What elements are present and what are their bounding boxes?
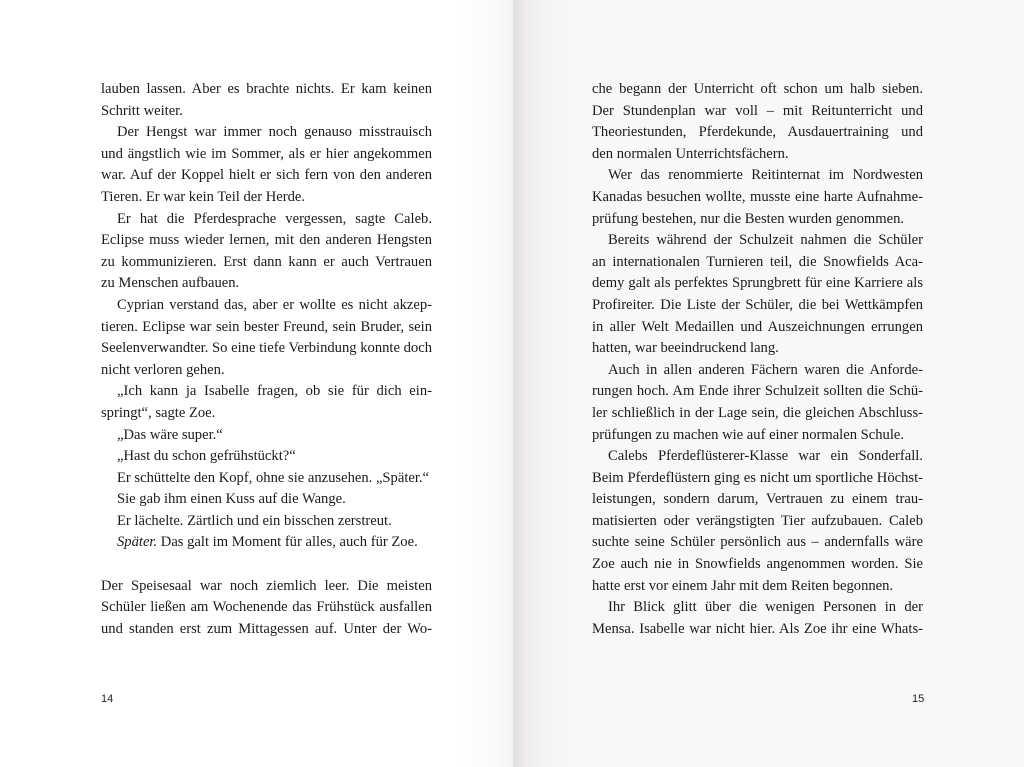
left-page-number: 14 bbox=[101, 693, 114, 705]
text-line: Tieren. Er war kein Teil der Herde. bbox=[101, 188, 306, 205]
text-line: che begann der Unterricht oft schon um halb sieben. bbox=[592, 81, 923, 97]
text-line: Der Speisesaal war noch ziemlich leer. Die meisten bbox=[101, 577, 432, 594]
text-line: Der Stundenplan war voll – mit Reitunterricht und bbox=[592, 102, 923, 119]
text-line: Seelenverwandter. So eine tiefe Verbindung konnte doch bbox=[101, 340, 432, 357]
text-line: nicht verloren gehen. bbox=[101, 361, 225, 378]
text-line: Schritt weiter. bbox=[101, 102, 183, 119]
text-line: Wer das renommierte Reitinternat im Nordwesten bbox=[608, 167, 923, 184]
text-line: ler schließlich in der Lage sein, die gleichen Abschluss- bbox=[592, 404, 923, 421]
text-line: war. Auf der Koppel hielt er sich fern von den anderen bbox=[101, 167, 432, 184]
text-line: „Das wäre super.“ bbox=[117, 426, 223, 443]
text-line: Er hat die Pferdesprache vergessen, sagte Caleb. bbox=[117, 210, 432, 227]
text-line: und ängstlich wie im Sommer, als er hier angekommen bbox=[101, 145, 432, 162]
text-line: prüfung bestehen, nur die Besten wurden genommen. bbox=[592, 210, 905, 227]
text-line: springt“, sagte Zoe. bbox=[101, 404, 216, 421]
text-line: hatte erst vor einem Jahr mit dem Reiten begonnen. bbox=[592, 577, 894, 594]
line-text: Das galt im Moment für alles, auch für Zoe. bbox=[157, 534, 418, 551]
text-line: zu kommunizieren. Erst dann kann er auch Vertrauen bbox=[101, 253, 432, 270]
text-line: „Ich kann ja Isabelle fragen, ob sie für dich ein- bbox=[117, 383, 432, 400]
text-line bbox=[101, 554, 432, 576]
text-line: Theoriestunden, Pferdekunde, Ausdauertraining und bbox=[592, 124, 923, 141]
text-line: „Hast du schon gefrühstückt?“ bbox=[117, 448, 296, 465]
text-line: Beim Pferdeflüstern ging es nicht um sportliche Höchst- bbox=[592, 469, 923, 486]
text-line: Calebs Pferdeflüsterer-Klasse war ein Sonderfall. bbox=[608, 448, 923, 465]
text-line: tieren. Eclipse war sein bester Freund, sein Bruder, sein bbox=[101, 318, 432, 335]
text-line: Kanadas besuchen wollte, musste eine harte Aufnahme- bbox=[592, 188, 923, 205]
text-line: und standen erst zum Mittagessen auf. Unter der Wo- bbox=[101, 620, 432, 637]
text-line: zu Menschen aufbauen. bbox=[101, 275, 240, 292]
text-line: Auch in allen anderen Fächern waren die Anforde- bbox=[608, 361, 923, 378]
italic-word: Später. bbox=[117, 534, 158, 551]
text-line: Cyprian verstand das, aber er wollte es nicht akzep- bbox=[117, 296, 432, 313]
text-line: Eclipse muss wieder lernen, mit den anderen Hengsten bbox=[101, 232, 432, 249]
text-line: Sie gab ihm einen Kuss auf die Wange. bbox=[117, 491, 346, 508]
text-line: Ihr Blick glitt über die wenigen Personen in der bbox=[608, 599, 923, 616]
right-page bbox=[513, 0, 1024, 767]
text-line: Mensa. Isabelle war nicht hier. Als Zoe ihr eine Whats- bbox=[592, 620, 923, 637]
text-line: prüfungen zu machen wie auf einer normalen Schule. bbox=[592, 426, 905, 443]
text-line: Schüler ließen am Wochenende das Frühstück ausfallen bbox=[101, 599, 432, 616]
text-line: Zoe auch nie in Snowfields angenommen worden. Sie bbox=[592, 556, 923, 573]
text-line: leistungen, sondern darum, Vertrauen zu einem trau- bbox=[592, 491, 923, 508]
text-line: in aller Welt Medaillen und Auszeichnungen errungen bbox=[592, 318, 923, 335]
text-line bbox=[101, 532, 432, 554]
left-page-text bbox=[101, 79, 432, 640]
text-line: den normalen Unterrichtsfächern. bbox=[592, 145, 789, 162]
text-line: lauben lassen. Aber es brachte nichts. Er kam keinen bbox=[101, 81, 432, 97]
text-line: matisierten oder verängstigten Tier aufzubauen. Caleb bbox=[592, 512, 923, 529]
text-line: rungen hoch. Am Ende ihrer Schulzeit sollten die Schü- bbox=[592, 383, 923, 400]
text-line: demy galt als perfektes Sprungbrett für eine Karriere als bbox=[592, 275, 923, 292]
text-line: Er schüttelte den Kopf, ohne sie anzusehen. „Später.“ bbox=[117, 469, 430, 486]
text-line: suchte seine Schüler persönlich aus – andernfalls wäre bbox=[592, 534, 923, 551]
right-page-text bbox=[592, 79, 923, 640]
text-line: hatten, war beeindruckend lang. bbox=[592, 340, 779, 357]
text-line: Bereits während der Schulzeit nahmen die Schüler bbox=[608, 232, 923, 249]
text-line: an internationalen Turnieren teil, die Snowfields Aca- bbox=[592, 253, 923, 270]
text-line: Er lächelte. Zärtlich und ein bisschen zerstreut. bbox=[117, 512, 392, 529]
text-line: Profireiter. Die Liste der Schüler, die bei Wettkämpfen bbox=[592, 296, 923, 313]
right-page-number: 15 bbox=[912, 693, 925, 705]
text-line: Der Hengst war immer noch genauso misstrauisch bbox=[117, 124, 432, 141]
